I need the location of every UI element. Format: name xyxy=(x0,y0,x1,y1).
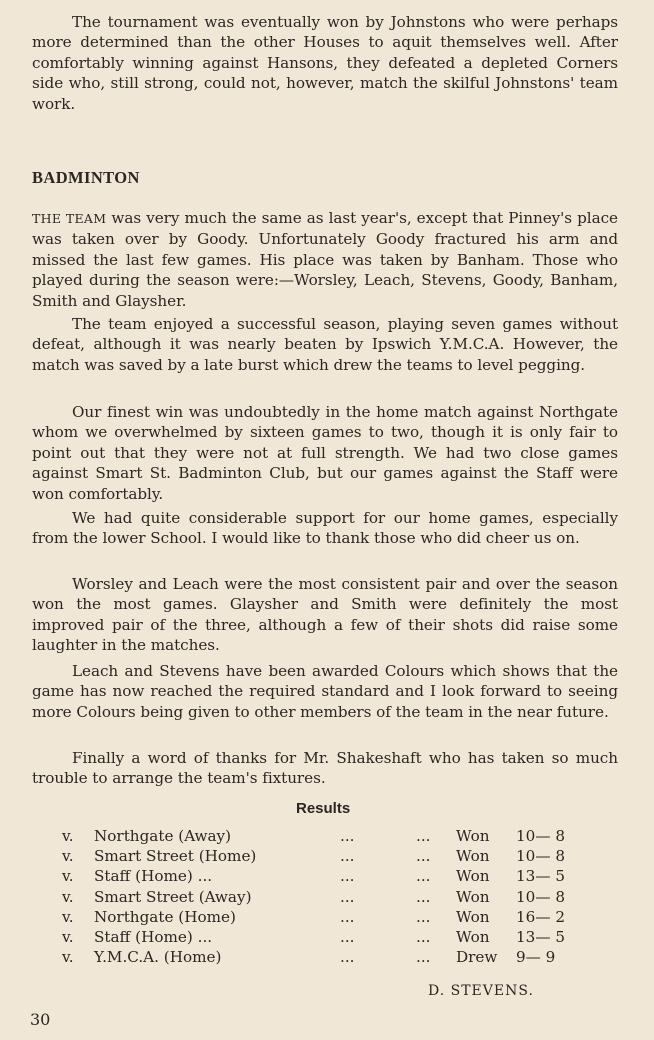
leader-dots: ... xyxy=(416,867,431,886)
team-lead-smallcaps: THE TEAM xyxy=(32,211,107,226)
opponent-cell: Northgate (Away) xyxy=(94,827,232,845)
versus-cell: v. xyxy=(62,928,74,947)
leader-dots: ... xyxy=(416,907,431,926)
result-cell: Won xyxy=(456,847,490,866)
leader-dots: ... xyxy=(340,887,355,906)
body-paragraph: Leach and Stevens have been awarded Colours which shows that the game has now reached the required standard and I look forward to seeing more Colours being given to other members of the team in the near future. xyxy=(32,662,618,721)
table-row xyxy=(62,927,586,947)
score-cell: 9— 9 xyxy=(516,948,556,967)
results-title: Results xyxy=(296,800,351,817)
team-paragraph-text: was very much the same as last year's, except that Pinney's place was taken over by Goody. Unfortunately Goody fractured his arm and missed the last few games. His place was taken by Banham. Those who played during the season were:—Worsley, Leach, Stevens, Goody, Banham, Smith and Glaysher. xyxy=(32,209,618,310)
results-table xyxy=(62,826,586,967)
table-row xyxy=(62,887,586,907)
versus-cell: v. xyxy=(62,907,74,926)
result-cell: Won xyxy=(456,907,490,926)
opponent-cell: Staff (Home) ... xyxy=(94,928,213,947)
versus-cell: v. xyxy=(62,948,74,967)
leader-dots: ... xyxy=(340,867,355,886)
table-row xyxy=(62,907,586,927)
body-paragraph: Our finest win was undoubtedly in the home match against Northgate whom we overwhelmed by sixteen games to two, though it is only fair to point out that they were not at full strength. We had two close games against Smart St. Badminton Club, but our games against the Staff were won comfortably. xyxy=(32,403,618,503)
body-paragraph: Finally a word of thanks for Mr. Shakeshaft who has taken so much trouble to arrange the team's fixtures. xyxy=(32,749,618,788)
leader-dots: ... xyxy=(340,928,355,947)
opponent-cell: Northgate (Home) xyxy=(94,907,236,926)
score-cell: 16— 2 xyxy=(516,907,566,926)
score-cell: 13— 5 xyxy=(516,928,566,947)
leader-dots: ... xyxy=(416,887,431,906)
score-cell: 10— 8 xyxy=(516,887,566,906)
opponent-cell: Smart Street (Home) xyxy=(94,847,257,866)
leader-dots: ... xyxy=(340,827,355,845)
intro-paragraph: The tournament was eventually won by Johnstons who were perhaps more determined than the other Houses to aquit themselves well. After comfortably winning against Hansons, they defeated a depleted Corners side who, still strong, could not, however, match the skilful Johnstons' team work. xyxy=(32,13,618,113)
versus-cell: v. xyxy=(62,887,74,906)
opponent-cell: Smart Street (Away) xyxy=(94,887,252,906)
section-heading-badminton: BADMINTON xyxy=(32,168,140,187)
leader-dots: ... xyxy=(416,948,431,967)
body-paragraph: We had quite considerable support for our home games, especially from the lower School. I would like to thank those who did cheer us on. xyxy=(32,509,618,548)
body-paragraph: Worsley and Leach were the most consistent pair and over the season won the most games. Glaysher and Smith were definitely the most improved pair of the three, although a few of their shots did raise some laughter in the matches. xyxy=(32,575,618,655)
result-cell: Won xyxy=(456,827,490,845)
versus-cell: v. xyxy=(62,827,74,845)
table-row xyxy=(62,826,586,846)
table-row xyxy=(62,846,586,866)
table-row xyxy=(62,866,586,886)
page-number: 30 xyxy=(30,1010,51,1029)
team-paragraph xyxy=(32,208,618,311)
result-cell: Drew xyxy=(456,948,498,967)
score-cell: 13— 5 xyxy=(516,867,566,886)
leader-dots: ... xyxy=(416,847,431,866)
score-cell: 10— 8 xyxy=(516,827,566,845)
opponent-cell: Staff (Home) ... xyxy=(94,867,213,886)
table-row xyxy=(62,947,586,967)
leader-dots: ... xyxy=(416,928,431,947)
score-cell: 10— 8 xyxy=(516,847,566,866)
versus-cell: v. xyxy=(62,867,74,886)
leader-dots: ... xyxy=(416,827,431,845)
result-cell: Won xyxy=(456,867,490,886)
opponent-cell: Y.M.C.A. (Home) xyxy=(94,948,222,967)
result-cell: Won xyxy=(456,928,490,947)
leader-dots: ... xyxy=(340,907,355,926)
result-cell: Won xyxy=(456,887,490,906)
versus-cell: v. xyxy=(62,847,74,866)
leader-dots: ... xyxy=(340,948,355,967)
author-signature: D. STEVENS. xyxy=(428,983,534,999)
body-paragraph: The team enjoyed a successful season, playing seven games without defeat, although it was nearly beaten by Ipswich Y.M.C.A. However, the match was saved by a late burst which drew the teams to level pegging. xyxy=(32,315,618,374)
leader-dots: ... xyxy=(340,847,355,866)
